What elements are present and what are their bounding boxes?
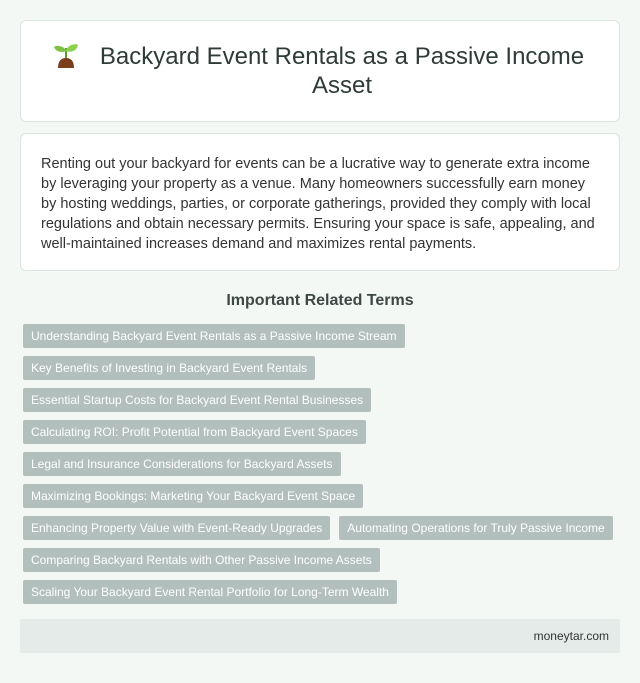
- footer-bar: [20, 619, 620, 653]
- intro-card: [20, 133, 620, 271]
- sprout-icon: [51, 40, 81, 70]
- related-term-tag[interactable]: Automating Operations for Truly Passive Income: [339, 516, 612, 540]
- page-title: Backyard Event Rentals as a Passive Income Asset: [99, 43, 585, 99]
- title-row: [51, 42, 589, 100]
- related-term-tag[interactable]: Key Benefits of Investing in Backyard Event Rentals: [23, 356, 315, 380]
- footer-site-link[interactable]: moneytar.com: [533, 629, 609, 643]
- related-term-tag[interactable]: Calculating ROI: Profit Potential from Backyard Event Spaces: [23, 420, 366, 444]
- title-card: [20, 20, 620, 122]
- related-terms-list: [23, 324, 623, 604]
- related-term-tag[interactable]: Essential Startup Costs for Backyard Event Rental Businesses: [23, 388, 371, 412]
- related-term-tag[interactable]: Maximizing Bookings: Marketing Your Backyard Event Space: [23, 484, 363, 508]
- related-terms-heading: Important Related Terms: [226, 292, 414, 309]
- related-term-tag[interactable]: Legal and Insurance Considerations for Backyard Assets: [23, 452, 341, 476]
- related-term-tag[interactable]: Scaling Your Backyard Event Rental Portfolio for Long-Term Wealth: [23, 580, 397, 604]
- intro-paragraph: Renting out your backyard for events can be a lucrative way to generate extra income by leveraging your property as a venue. Many homeowners successfully earn money by hosting weddings, parties, or corporate gatherings, provided they comply with local regulations and obtain necessary permits. Ensuring your space is safe, appealing, and well-maintained increases demand and maximizes rental payments.: [41, 156, 595, 252]
- related-term-tag[interactable]: Enhancing Property Value with Event-Ready Upgrades: [23, 516, 330, 540]
- related-term-tag[interactable]: Comparing Backyard Rentals with Other Passive Income Assets: [23, 548, 380, 572]
- related-term-tag[interactable]: Understanding Backyard Event Rentals as a Passive Income Stream: [23, 324, 405, 348]
